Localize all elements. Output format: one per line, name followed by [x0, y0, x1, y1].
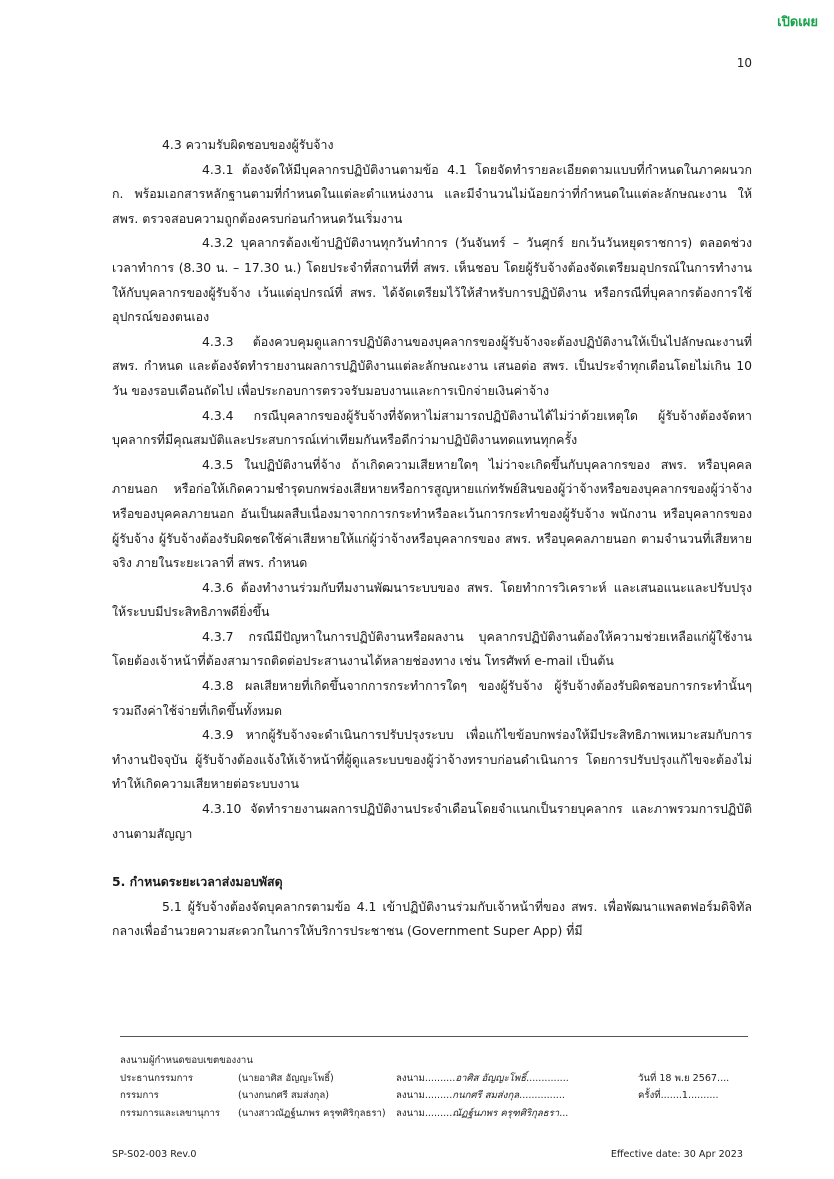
footer-divider	[120, 1036, 748, 1037]
section-4-3-heading: 4.3 ความรับผิดชอบของผู้รับจ้าง	[162, 137, 334, 152]
signer-role: กรรมการ	[120, 1090, 159, 1101]
signer-name: (นายอาศิส อัญญะโพธิ์)	[238, 1072, 334, 1084]
paragraph-4-3-1: 4.3.1 ต้องจัดให้มีบุคลากรปฏิบัติงานตามข้อ 4.1 โดยจัดทำรายละเอียดตามแบบที่กำหนดในภาคผนวก ก. พร้อมเอกสารหลักฐานตามที่กำหนดในแต่ละตำแหน่งงาน และมีจำนวนไม่น้อยกว่าที่กำหนดในแต่ละลักษณะงาน ให้ สพร. ตรวจสอบความถูกต้องครบก่อนกำหนดวันเริ่มงาน	[112, 161, 752, 226]
classification-badge: เปิดเผย	[777, 15, 818, 30]
signer-name: (นางกนกศรี สมส่งกุล)	[238, 1090, 329, 1101]
signer-role: ประธานกรรมการ	[120, 1072, 193, 1084]
signer-signature	[396, 1105, 568, 1123]
sign-value: ณัฏฐ์นภพร ครุฑศิริกุลธรา	[452, 1107, 560, 1119]
document-code: SP-S02-003 Rev.0	[112, 1149, 197, 1160]
signature-row	[120, 1105, 760, 1123]
sign-label: ลงนาม..........	[396, 1072, 456, 1084]
paragraph-4-3-9: 4.3.9 หากผู้รับจ้างจะดำเนินการปรับปรุงระบบ เพื่อแก้ไขข้อบกพร่องให้มีประสิทธิภาพเหมาะสมกับการทำงานปัจจุบัน ผู้รับจ้างต้องแจ้งให้เจ้าหน้าที่ผู้ดูแลระบบของผู้ว่าจ้างทราบก่อนดำเนินการ โดยการปรับปรุงแก้ไขจะต้องไม่ทำให้เกิดความเสียหายต่อระบบงาน	[112, 727, 752, 792]
page-number: 10	[736, 56, 752, 70]
paragraph-4-3-6: 4.3.6 ต้องทำงานร่วมกับทีมงานพัฒนาระบบของ สพร. โดยทำการวิเคราะห์ และเสนอแนะและปรับปรุงให้ระบบมีประสิทธิภาพดียิ่งขึ้น	[112, 579, 752, 620]
signature-title: ลงนามผู้กำหนดขอบเขตของงาน	[120, 1055, 253, 1066]
effective-date: Effective date: 30 Apr 2023	[610, 1149, 743, 1160]
paragraph-4-3-7: 4.3.7 กรณีมีปัญหาในการปฏิบัติงานหรือผลงาน บุคลากรปฏิบัติงานต้องให้ความช่วยเหลือแก่ผู้ใช้งาน โดยต้องเจ้าหน้าที่ต้องสามารถติดต่อประสานงานได้หลายช่องทาง เช่น โทรศัพท์ e-mail เป็นต้น	[112, 628, 752, 669]
signer-name: (นางสาวณัฏฐ์นภพร ครุฑศิริกุลธรา)	[238, 1107, 386, 1119]
paragraph-4-3-8: 4.3.8 ผลเสียหายที่เกิดขึ้นจากการกระทำการใดๆ ของผู้รับจ้าง ผู้รับจ้างต้องรับผิดชอบการกระทำนั้นๆ รวมถึงค่าใช้จ่ายที่เกิดขึ้นทั้งหมด	[112, 678, 752, 718]
signature-round: ครั้งที่.......1..........	[638, 1090, 719, 1101]
signer-role: กรรมการและเลขานุการ	[120, 1107, 221, 1119]
sign-label: ลงนาม.........	[396, 1090, 453, 1101]
sign-tail: ...	[559, 1107, 569, 1119]
sign-value: อาศิส อัญญะโพธิ์	[455, 1072, 527, 1084]
paragraph-4-3-10: 4.3.10 จัดทำรายงานผลการปฏิบัติงานประจำเดือนโดยจำแนกเป็นรายบุคลากร และภาพรวมการปฏิบัติงานตามสัญญา	[112, 801, 752, 841]
sign-label: ลงนาม.........	[396, 1107, 453, 1119]
paragraph-4-3-5: 4.3.5 ในปฏิบัติงานที่จ้าง ถ้าเกิดความเสียหายใดๆ ไม่ว่าจะเกิดขึ้นกับบุคลากรของ สพร. หรือบุคคลภายนอก หรือก่อให้เกิดความชำรุดบกพร่องเสียหายหรือการสูญหายแก่ทรัพย์สินของผู้ว่าจ้างหรือของบุคลากรของผู้ว่าจ้างหรือของบุคคลภายนอก อันเป็นผลสืบเนื่องมาจากการกระทำหรือละเว้นการกระทำของผู้รับจ้าง พนักงาน หรือบุคลากรของผู้รับจ้าง ผู้รับจ้างต้องรับผิดชดใช้ค่าเสียหายให้แก่ผู้ว่าจ้างหรือบุคลากรของ สพร. หรือบุคคลภายนอก ตามจำนวนที่เสียหายจริง ภายในระยะเวลาที่ สพร. กำหนด	[112, 456, 752, 571]
paragraph-4-3-3: 4.3.3 ต้องควบคุมดูแลการปฏิบัติงานของบุคลากรของผู้รับจ้างจะต้องปฏิบัติงานให้เป็นไปลักษณะงานที่ สพร. กำหนด และต้องจัดทำรายงานผลการปฏิบัติงานแต่ละลักษณะงาน เสนอต่อ สพร. เป็นประจำทุกเดือนโดยไม่เกิน 10 วัน ของรอบเดือนถัดไป เพื่อประกอบการตรวจรับมอบงานและการเบิกจ่ายเงินค่าจ้าง	[112, 333, 752, 398]
paragraph-4-3-2: 4.3.2 บุคลากรต้องเข้าปฏิบัติงานทุกวันทำการ (วันจันทร์ – วันศุกร์ ยกเว้นวันหยุดราชการ) ตลอดช่วงเวลาทำการ (8.30 น. – 17.30 น.) โดยประจำที่สถานที่ที่ สพร. เห็นชอบ โดยผู้รับจ้างต้องจัดเตรียมอุปกรณ์ในการทำงานให้กับบุคลากรของผู้รับจ้าง เว้นแต่อุปกรณ์ที่ สพร. ได้จัดเตรียมไว้ให้สำหรับการปฏิบัติงาน หรือกรณีที่บุคลากรต้องการใช้อุปกรณ์ของตนเอง	[112, 235, 752, 325]
section-gap	[112, 846, 752, 870]
sign-tail: ..............	[526, 1072, 569, 1084]
paragraph-5-1: 5.1 ผู้รับจ้างต้องจัดบุคลากรตามข้อ 4.1 เข้าปฏิบัติงานร่วมกับเจ้าหน้าที่ของ สพร. เพื่อพัฒนาแพลตฟอร์มดิจิทัลกลางเพื่ออำนวยความสะดวกในการให้บริการประชาชน (Government Super App) ที่มี	[112, 898, 752, 939]
signer-signature	[396, 1087, 565, 1105]
signature-row	[120, 1070, 760, 1088]
paragraph-4-3-4: 4.3.4 กรณีบุคลากรของผู้รับจ้างที่จัดหาไม่สามารถปฏิบัติงานได้ไม่ว่าด้วยเหตุใด ผู้รับจ้างต้องจัดหาบุคลากรที่มีคุณสมบัติและประสบการณ์เท่าเทียมกันหรือดีกว่ามาปฏิบัติงานทดแทนทุกครั้ง	[112, 407, 752, 448]
section-5-heading: 5. กำหนดระยะเวลาส่งมอบพัสดุ	[112, 874, 283, 890]
sign-value: กนกศรี สมส่งกุล	[452, 1090, 520, 1101]
sign-tail: ...............	[519, 1090, 565, 1101]
signature-row	[120, 1087, 760, 1105]
signature-date: วันที่ 18 พ.ย 2567....	[638, 1072, 730, 1084]
signer-signature	[396, 1070, 569, 1088]
document-body	[112, 133, 752, 944]
signature-block	[120, 1052, 760, 1122]
